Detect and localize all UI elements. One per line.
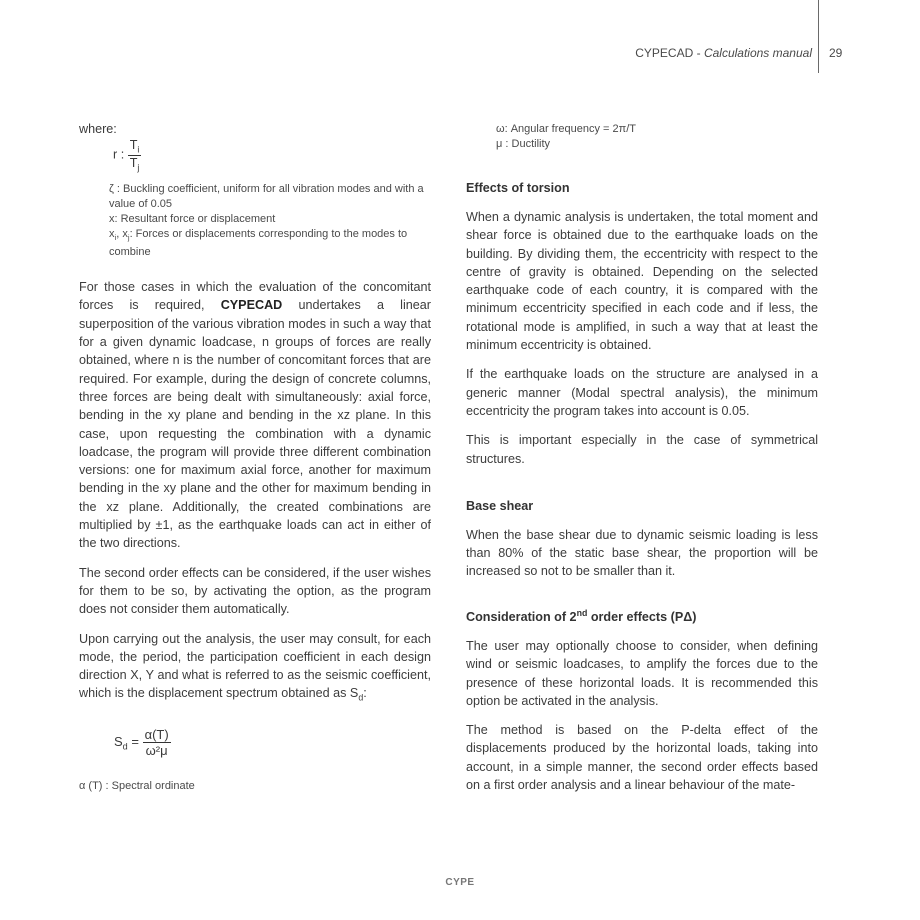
def-alpha: α (T) : Spectral ordinate xyxy=(79,780,195,793)
paragraph-base-shear: When the base shear due to dynamic seismic loading is less than 80% of the static base shear, the proportion will be increased so not to be smaller than it. xyxy=(466,527,818,579)
r-formula xyxy=(113,138,431,178)
heading-second-order: Consideration of 2nd order effects (PΔ) xyxy=(466,607,697,624)
def-omega: ω: Angular frequency = 2π/T xyxy=(496,123,636,135)
r-label: r : xyxy=(113,147,125,162)
r-fraction xyxy=(128,138,142,172)
header-divider xyxy=(818,0,819,73)
def-x: x: Resultant force or displacement xyxy=(109,213,276,225)
paragraph-torsion: When a dynamic analysis is undertaken, the total moment and shear force is obtained due to the earthquake loads on the building. By dividing them, the eccentricity with respect to the centre of gravity is obtained. Depending on the selected earthquake code of each country, it is compared with the minimum eccentricity specified in each code and if less, the rotational mode is amplified, in such a way that at least the minimum eccentricity is obtained. xyxy=(466,210,818,353)
brand-name: CYPECAD xyxy=(220,298,283,313)
footer-brand: CYPE xyxy=(445,877,475,888)
def-xixj: $x_i$, $x_j$: Forces or displacements corresponding to the modes to combine xyxy=(109,228,408,259)
heading-torsion: Effects of torsion xyxy=(466,181,570,195)
paragraph-modal: If the earthquake loads on the structure are analysed in a generic manner (Modal spectral analysis), the minimum eccentricity the program takes into account is 0.05. xyxy=(466,367,818,418)
paragraph-p-delta: The method is based on the P-delta effect of the displacements produced by the horizontal loads, taking into account, in a simple manner, the second order effects based on a first order analysis and a linear behaviour of the mate- xyxy=(466,723,818,793)
paragraph-optional: The user may optionally choose to consider, when defining wind or seismic loadcases, to amplify the forces due to the presence of these horizontal loads. It is recommended this option be activated in the analysis. xyxy=(466,638,818,708)
heading-base-shear: Base shear xyxy=(466,498,534,513)
sd-fraction xyxy=(143,727,171,758)
header-subtitle: Calculations manual xyxy=(703,46,812,60)
def-zeta: ζ : Buckling coefficient, uniform for all vibration modes and with a value of 0.05 xyxy=(109,183,424,210)
header-title: CYPECAD xyxy=(635,46,694,60)
left-column xyxy=(79,122,431,794)
r-denominator: $T_j$ xyxy=(129,155,140,173)
sd-denominator: ω²μ xyxy=(145,743,168,759)
paragraph-concomitant: For those cases in which the evaluation of the concomitant forces is required, CYPECAD undertakes a linear superposition of the various vibration modes in such a way that for a given dynamic loadcase, n groups of forces are really obtained, where n is the number of concomitant forces that are required. For example, during the design of concrete columns, three forces are being dealt with simultaneously: axial force, bending in the xy plane and bending in the xz plane. In this case, upon requesting the combination with a dynamic loadcase, the program will provide three different combination versions: one for maximum axial force, another for maximum bending in the xy plane and the other for maximum bending in the xz plane. Additionally, the created combinations are multiplied by ±1, as the earthquake loads can act in either of the two directions. xyxy=(79,280,431,551)
sd-formula xyxy=(114,727,431,767)
right-column xyxy=(466,122,818,794)
header-separator: - xyxy=(693,46,704,60)
where-label: where: xyxy=(79,122,117,136)
sd-label: $S_d$ = xyxy=(114,734,139,752)
running-header xyxy=(635,46,812,60)
paragraph-symmetric: This is important especially in the case of symmetrical structures. xyxy=(466,433,818,466)
page-number: 29 xyxy=(829,46,843,60)
paragraph-analysis: Upon carrying out the analysis, the user may consult, for each mode, the period, the participation coefficient in each design direction X, Y and what is referred to as the seismic coefficient, which is the displacement spectrum obtained as $S_d$: xyxy=(79,631,431,703)
definitions-list xyxy=(109,182,431,260)
r-numerator: $T_i$ xyxy=(129,138,140,155)
sd-numerator: α(T) xyxy=(144,727,169,743)
paragraph-second-order: The second order effects can be considered, if the user wishes for them to be so, by activating the option, as the program does not consider them automatically. xyxy=(79,565,431,617)
def-mu: μ : Ductility xyxy=(496,138,551,150)
